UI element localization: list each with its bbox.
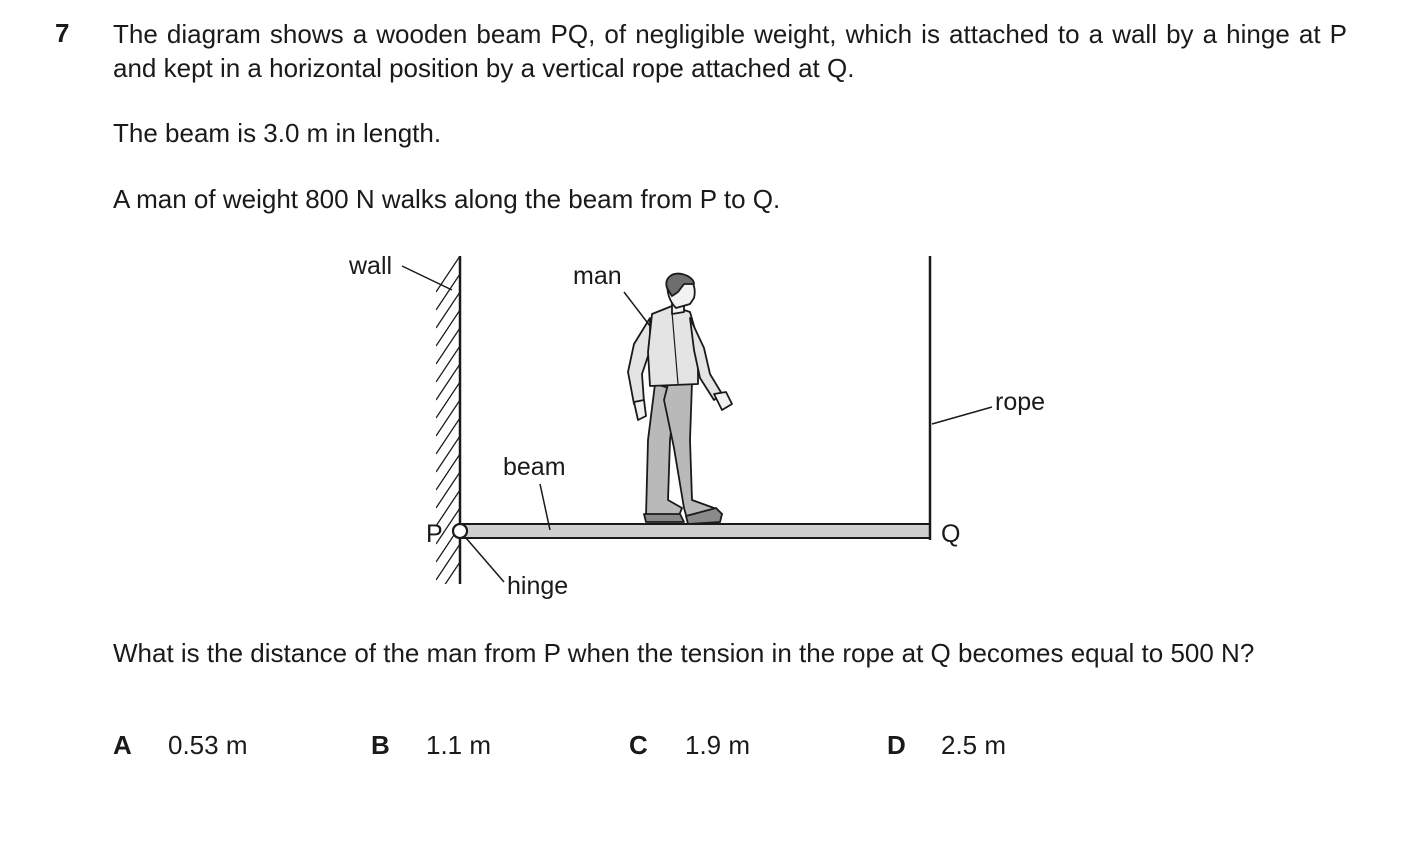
option-d-value[interactable]: 2.5 m <box>941 730 1007 760</box>
hinge-leader-line <box>466 538 504 582</box>
point-p-label: P <box>426 520 443 548</box>
wall-leader-line <box>402 266 452 290</box>
option-a-letter[interactable]: A <box>113 730 132 760</box>
option-c-value[interactable]: 1.9 m <box>685 730 751 760</box>
beam-label: beam <box>503 453 566 481</box>
point-q-label: Q <box>941 520 961 548</box>
hinge-icon <box>453 524 467 538</box>
man-leader-line <box>624 292 650 326</box>
man-label: man <box>573 262 622 290</box>
beam <box>460 524 930 538</box>
beam-length-text: The beam is 3.0 m in length. <box>113 118 442 148</box>
hinge-label: hinge <box>507 572 569 600</box>
option-b-value[interactable]: 1.1 m <box>426 730 492 760</box>
answer-options <box>0 730 1403 770</box>
man-weight-text: A man of weight 800 N walks along the beam from P to Q. <box>113 184 781 214</box>
question-intro-text: The diagram shows a wooden beam PQ, of negligible weight, which is attached to a wall by a hinge at P and kept in a horizontal position by a vertical rope attached at Q. <box>113 19 1347 83</box>
question-prompt-text: What is the distance of the man from P when the tension in the rope at Q becomes equal to 500 N? <box>113 638 1255 668</box>
rope-label: rope <box>995 388 1046 416</box>
option-d-letter[interactable]: D <box>887 730 906 760</box>
man-back-hand <box>634 400 646 420</box>
man-front-hand <box>714 392 732 410</box>
option-b-letter[interactable]: B <box>371 730 390 760</box>
rope-leader-line <box>932 407 992 424</box>
question-number: 7 <box>55 18 70 48</box>
wall-label: wall <box>349 252 393 280</box>
man-figure-icon <box>628 274 732 524</box>
man-back-arm <box>628 318 650 404</box>
option-a-value[interactable]: 0.53 m <box>168 730 248 760</box>
man-front-leg <box>664 382 722 522</box>
option-c-letter[interactable]: C <box>629 730 648 760</box>
man-back-shoe <box>644 514 684 522</box>
